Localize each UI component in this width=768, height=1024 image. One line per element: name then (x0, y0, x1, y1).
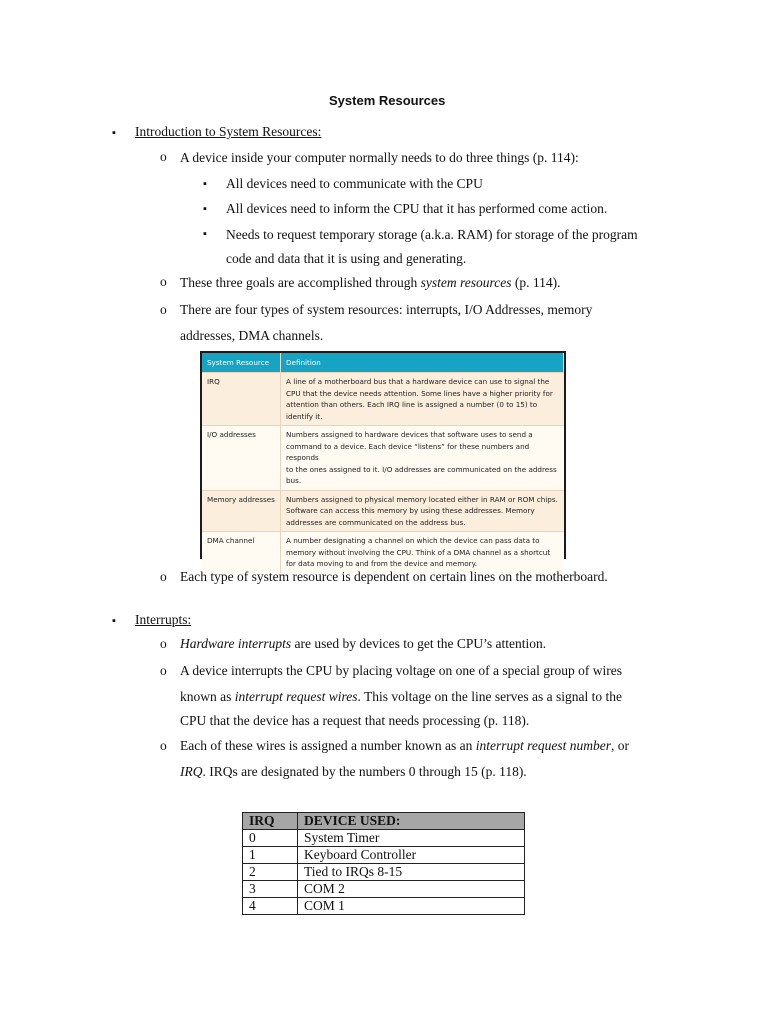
table-row (243, 864, 525, 881)
page-title: System Resources (329, 93, 446, 108)
resource-name: IRQ (202, 373, 281, 426)
circle-bullet: o (160, 569, 167, 584)
resource-definition: Numbers assigned to physical memory located either in RAM or ROM chips. Software can access this memory by using these addresses. Memory addresses are communicated on the address bus. (281, 490, 564, 532)
square-bullet: ▪ (112, 615, 116, 627)
intro-heading: Introduction to System Resources: (135, 124, 322, 139)
system-resource-figure (200, 351, 566, 568)
circle-bullet: o (160, 274, 167, 289)
wire-number-line-2: IRQ. IRQs are designated by the numbers 0 through 15 (p. 118). (180, 764, 527, 779)
table-row (243, 830, 525, 847)
intro-item: Needs to request temporary storage (a.k.a. RAM) for storage of the program (226, 227, 638, 242)
circle-bullet: o (160, 738, 167, 753)
circle-bullet: o (160, 302, 167, 317)
table-row (243, 898, 525, 915)
intro-lead: A device inside your computer normally needs to do three things (p. 114): (180, 150, 579, 165)
irq-cell: 4 (243, 898, 298, 915)
device-interrupt-line: A device interrupts the CPU by placing voltage on one of a special group of wires (180, 663, 623, 678)
device-cell: Tied to IRQs 8-15 (298, 864, 525, 881)
types-line: There are four types of system resources: interrupts, I/O Addresses, memory (180, 302, 593, 317)
intro-item: All devices need to inform the CPU that it has performed come action. (226, 201, 608, 216)
irq-cell: 0 (243, 830, 298, 847)
irq-cell: 3 (243, 881, 298, 898)
intro-item-continued: code and data that it is using and generating. (226, 251, 467, 266)
intro-item: All devices need to communicate with the CPU (226, 176, 483, 191)
resource-definition: Numbers assigned to hardware devices that software uses to send a command to a device. Each device “listens” for these numbers and responds to the ones assigned to it. I/O addresses are communicated on the address bus. (281, 426, 564, 491)
device-interrupt-line-3: CPU that the device has a request that needs processing (p. 118). (180, 713, 530, 728)
table-row (243, 881, 525, 898)
circle-bullet: o (160, 149, 167, 164)
header-system-resource: System Resource (202, 353, 281, 373)
irq-header: IRQ (243, 813, 298, 830)
square-bullet: ▪ (203, 228, 207, 240)
square-bullet: ▪ (203, 203, 207, 215)
hardware-interrupts-line: Hardware interrupts are used by devices to get the CPU’s attention. (180, 636, 547, 651)
square-bullet: ▪ (112, 127, 116, 139)
goals-line: These three goals are accomplished through system resources (p. 114). (180, 275, 561, 290)
circle-bullet: o (160, 636, 167, 651)
resource-name: I/O addresses (202, 426, 281, 491)
device-cell: Keyboard Controller (298, 847, 525, 864)
resource-definition: A number designating a channel on which the device can pass data to memory without involving the CPU. Think of a DMA channel as a shortcut for data moving to and from the device and memory. (281, 532, 564, 573)
header-definition: Definition (281, 353, 564, 373)
resource-definition: A line of a motherboard bus that a hardware device can use to signal the CPU that the device needs attention. Some lines have a higher priority for attention than others. Each IRQ line is assigned a number (0 to 15) to identify it. (281, 373, 564, 426)
device-cell: System Timer (298, 830, 525, 847)
resource-name: Memory addresses (202, 490, 281, 532)
device-cell: COM 2 (298, 881, 525, 898)
system-resource-table (202, 353, 564, 573)
irq-table (242, 812, 525, 915)
table-row (243, 847, 525, 864)
dependent-line: Each type of system resource is dependent on certain lines on the motherboard. (180, 569, 608, 584)
device-used-header: DEVICE USED: (298, 813, 525, 830)
wire-number-line: Each of these wires is assigned a number known as an interrupt request number, or (180, 738, 630, 753)
device-cell: COM 1 (298, 898, 525, 915)
interrupts-heading: Interrupts: (135, 612, 192, 627)
irq-cell: 2 (243, 864, 298, 881)
resource-name: DMA channel (202, 532, 281, 573)
square-bullet: ▪ (203, 178, 207, 190)
irq-cell: 1 (243, 847, 298, 864)
device-interrupt-line-2: known as interrupt request wires. This voltage on the line serves as a signal to the (180, 689, 622, 704)
circle-bullet: o (160, 663, 167, 678)
types-line-continued: addresses, DMA channels. (180, 328, 324, 343)
